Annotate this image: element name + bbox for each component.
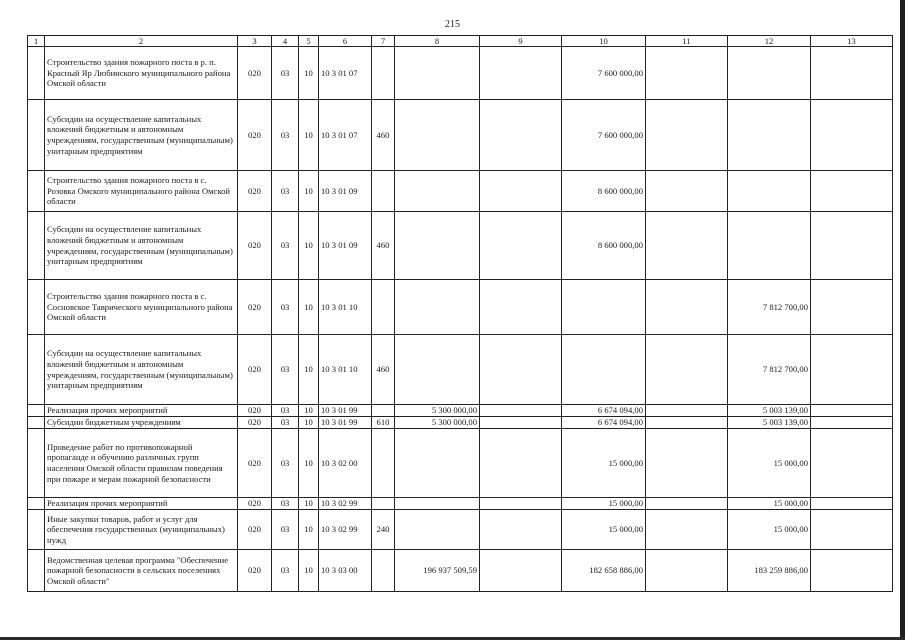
row-name: Реализация прочих мероприятий	[45, 498, 238, 510]
row-name: Проведение работ по противопожарной пропаганде и обучению различных групп населения Омской области правилам поведения при пожаре и мерам пожарной безопасности	[45, 429, 238, 498]
cell-amount-13	[811, 550, 893, 592]
row-name: Строительство здания пожарного поста в р. п. Красный Яр Любинского муниципального района Омской области	[45, 47, 238, 100]
column-header: 12	[728, 36, 811, 47]
cell-admin-code: 020	[238, 405, 272, 417]
cell-amount-9	[480, 417, 562, 429]
cell-amount-11	[646, 417, 728, 429]
cell-section: 03	[272, 510, 299, 550]
cell-amount-8	[395, 212, 480, 280]
row-name: Субсидии на осуществление капитальных вложений бюджетным и автономным учреждениям, государственным (муниципальным) унитарным предприятиям	[45, 335, 238, 405]
cell-amount-8	[395, 498, 480, 510]
cell-expense-type: 610	[372, 417, 395, 429]
cell-admin-code: 020	[238, 510, 272, 550]
cell-amount-9	[480, 171, 562, 212]
cell-amount-13	[811, 280, 893, 335]
cell-amount-9	[480, 510, 562, 550]
cell-amount-11	[646, 510, 728, 550]
cell-amount-13	[811, 171, 893, 212]
cell-admin-code: 020	[238, 417, 272, 429]
cell-amount-8	[395, 510, 480, 550]
cell-expense-type	[372, 47, 395, 100]
cell-amount-11	[646, 335, 728, 405]
cell-expense-type	[372, 405, 395, 417]
cell-target-article: 10 3 01 99	[319, 417, 372, 429]
cell-amount-12: 15 000,00	[728, 510, 811, 550]
table-row	[28, 550, 893, 592]
cell-subsection: 10	[299, 510, 319, 550]
cell-amount-11	[646, 498, 728, 510]
cell-amount-13	[811, 335, 893, 405]
cell-amount-12: 5 003 139,00	[728, 405, 811, 417]
cell-amount-10: 6 674 094,00	[562, 417, 646, 429]
cell-amount-10	[562, 280, 646, 335]
cell-target-article: 10 3 01 07	[319, 47, 372, 100]
cell-amount-9	[480, 212, 562, 280]
cell-target-article: 10 3 02 99	[319, 510, 372, 550]
row-name: Субсидии на осуществление капитальных вложений бюджетным и автономным учреждениям, государственным (муниципальным) унитарным предприятиям	[45, 100, 238, 171]
table-row	[28, 280, 893, 335]
cell-expense-type: 240	[372, 510, 395, 550]
table-row	[28, 335, 893, 405]
cell-expense-type: 460	[372, 212, 395, 280]
table-row	[28, 429, 893, 498]
row-name: Субсидии на осуществление капитальных вложений бюджетным и автономным учреждениям, государственным (муниципальным) унитарным предприятиям	[45, 212, 238, 280]
column-header: 3	[238, 36, 272, 47]
cell-expense-type: 460	[372, 100, 395, 171]
cell-target-article: 10 3 02 99	[319, 498, 372, 510]
cell-amount-8: 5 300 000,00	[395, 417, 480, 429]
cell-amount-10: 15 000,00	[562, 498, 646, 510]
cell-target-article: 10 3 01 10	[319, 335, 372, 405]
cell-amount-12: 7 812 700,00	[728, 335, 811, 405]
cell-amount-9	[480, 280, 562, 335]
cell-amount-12: 15 000,00	[728, 498, 811, 510]
cell-section: 03	[272, 47, 299, 100]
column-header: 5	[299, 36, 319, 47]
cell-amount-10: 8 600 000,00	[562, 212, 646, 280]
cell-amount-8	[395, 429, 480, 498]
cell-subsection: 10	[299, 212, 319, 280]
table-row	[28, 405, 893, 417]
cell-amount-13	[811, 100, 893, 171]
cell-amount-12: 15 000,00	[728, 429, 811, 498]
table-row	[28, 171, 893, 212]
cell-target-article: 10 3 01 10	[319, 280, 372, 335]
column-header: 8	[395, 36, 480, 47]
page-number: 215	[445, 19, 460, 30]
cell-admin-code: 020	[238, 550, 272, 592]
cell-target-article: 10 3 03 00	[319, 550, 372, 592]
cell-amount-11	[646, 280, 728, 335]
cell-amount-9	[480, 550, 562, 592]
cell-amount-13	[811, 212, 893, 280]
column-header: 10	[562, 36, 646, 47]
cell-amount-8	[395, 280, 480, 335]
cell-admin-code: 020	[238, 335, 272, 405]
column-header: 4	[272, 36, 299, 47]
budget-table	[27, 35, 893, 592]
cell-amount-8	[395, 171, 480, 212]
cell-amount-13	[811, 510, 893, 550]
cell-section: 03	[272, 212, 299, 280]
cell-amount-10: 7 600 000,00	[562, 47, 646, 100]
cell-amount-13	[811, 417, 893, 429]
cell-amount-13	[811, 47, 893, 100]
cell-admin-code: 020	[238, 100, 272, 171]
cell-amount-11	[646, 47, 728, 100]
cell-admin-code: 020	[238, 429, 272, 498]
cell-amount-12	[728, 171, 811, 212]
cell-subsection: 10	[299, 498, 319, 510]
cell-amount-8: 196 937 509,59	[395, 550, 480, 592]
cell-amount-8	[395, 47, 480, 100]
cell-subsection: 10	[299, 405, 319, 417]
cell-admin-code: 020	[238, 47, 272, 100]
cell-amount-12: 7 812 700,00	[728, 280, 811, 335]
table-row	[28, 510, 893, 550]
cell-amount-13	[811, 405, 893, 417]
cell-target-article: 10 3 01 99	[319, 405, 372, 417]
cell-amount-8	[395, 100, 480, 171]
cell-amount-8: 5 300 000,00	[395, 405, 480, 417]
row-name: Строительство здания пожарного поста в с. Сосновское Таврического муниципального района Омской области	[45, 280, 238, 335]
cell-amount-11	[646, 212, 728, 280]
table-row	[28, 100, 893, 171]
column-header: 9	[480, 36, 562, 47]
cell-section: 03	[272, 429, 299, 498]
cell-amount-13	[811, 498, 893, 510]
cell-amount-9	[480, 429, 562, 498]
cell-subsection: 10	[299, 335, 319, 405]
cell-amount-10: 6 674 094,00	[562, 405, 646, 417]
cell-expense-type	[372, 280, 395, 335]
cell-admin-code: 020	[238, 171, 272, 212]
row-name: Иные закупки товаров, работ и услуг для обеспечения государственных (муниципальных) нужд	[45, 510, 238, 550]
cell-expense-type	[372, 171, 395, 212]
cell-section: 03	[272, 498, 299, 510]
cell-amount-10: 8 600 000,00	[562, 171, 646, 212]
cell-section: 03	[272, 417, 299, 429]
column-header: 7	[372, 36, 395, 47]
cell-amount-12	[728, 100, 811, 171]
cell-section: 03	[272, 100, 299, 171]
cell-admin-code: 020	[238, 212, 272, 280]
cell-amount-11	[646, 100, 728, 171]
cell-amount-9	[480, 47, 562, 100]
cell-expense-type	[372, 550, 395, 592]
cell-amount-11	[646, 429, 728, 498]
cell-section: 03	[272, 335, 299, 405]
cell-amount-10: 15 000,00	[562, 510, 646, 550]
cell-section: 03	[272, 550, 299, 592]
cell-expense-type	[372, 498, 395, 510]
cell-subsection: 10	[299, 100, 319, 171]
cell-amount-12: 183 259 886,00	[728, 550, 811, 592]
cell-amount-9	[480, 405, 562, 417]
cell-subsection: 10	[299, 550, 319, 592]
column-header: 11	[646, 36, 728, 47]
row-name: Строительство здания пожарного поста в с. Розовка Омского муниципального района Омской области	[45, 171, 238, 212]
cell-amount-9	[480, 335, 562, 405]
column-header: 13	[811, 36, 893, 47]
cell-amount-10: 15 000,00	[562, 429, 646, 498]
cell-expense-type	[372, 429, 395, 498]
scan-edge-right	[900, 0, 905, 640]
cell-amount-10	[562, 335, 646, 405]
cell-amount-11	[646, 171, 728, 212]
cell-subsection: 10	[299, 171, 319, 212]
column-header: 1	[28, 36, 45, 47]
cell-expense-type: 460	[372, 335, 395, 405]
column-header: 6	[319, 36, 372, 47]
header-row	[28, 36, 893, 47]
cell-amount-9	[480, 100, 562, 171]
cell-section: 03	[272, 171, 299, 212]
cell-amount-12	[728, 47, 811, 100]
table-row	[28, 417, 893, 429]
cell-target-article: 10 3 01 07	[319, 100, 372, 171]
cell-amount-10: 7 600 000,00	[562, 100, 646, 171]
cell-subsection: 10	[299, 47, 319, 100]
cell-amount-10: 182 658 886,00	[562, 550, 646, 592]
row-name: Реализация прочих мероприятий	[45, 405, 238, 417]
cell-admin-code: 020	[238, 498, 272, 510]
cell-amount-8	[395, 335, 480, 405]
cell-subsection: 10	[299, 429, 319, 498]
cell-target-article: 10 3 01 09	[319, 212, 372, 280]
cell-target-article: 10 3 02 00	[319, 429, 372, 498]
cell-amount-12	[728, 212, 811, 280]
table-row	[28, 212, 893, 280]
cell-admin-code: 020	[238, 280, 272, 335]
cell-subsection: 10	[299, 417, 319, 429]
cell-section: 03	[272, 280, 299, 335]
cell-subsection: 10	[299, 280, 319, 335]
cell-amount-11	[646, 405, 728, 417]
cell-amount-11	[646, 550, 728, 592]
cell-amount-13	[811, 429, 893, 498]
table-row	[28, 498, 893, 510]
column-header: 2	[45, 36, 238, 47]
cell-amount-9	[480, 498, 562, 510]
row-name: Субсидии бюджетным учреждениям	[45, 417, 238, 429]
row-name: Ведомственная целевая программа "Обеспечение пожарной безопасности в сельских поселениях Омской области"	[45, 550, 238, 592]
cell-section: 03	[272, 405, 299, 417]
table-row	[28, 47, 893, 100]
cell-amount-12: 5 003 139,00	[728, 417, 811, 429]
cell-target-article: 10 3 01 09	[319, 171, 372, 212]
